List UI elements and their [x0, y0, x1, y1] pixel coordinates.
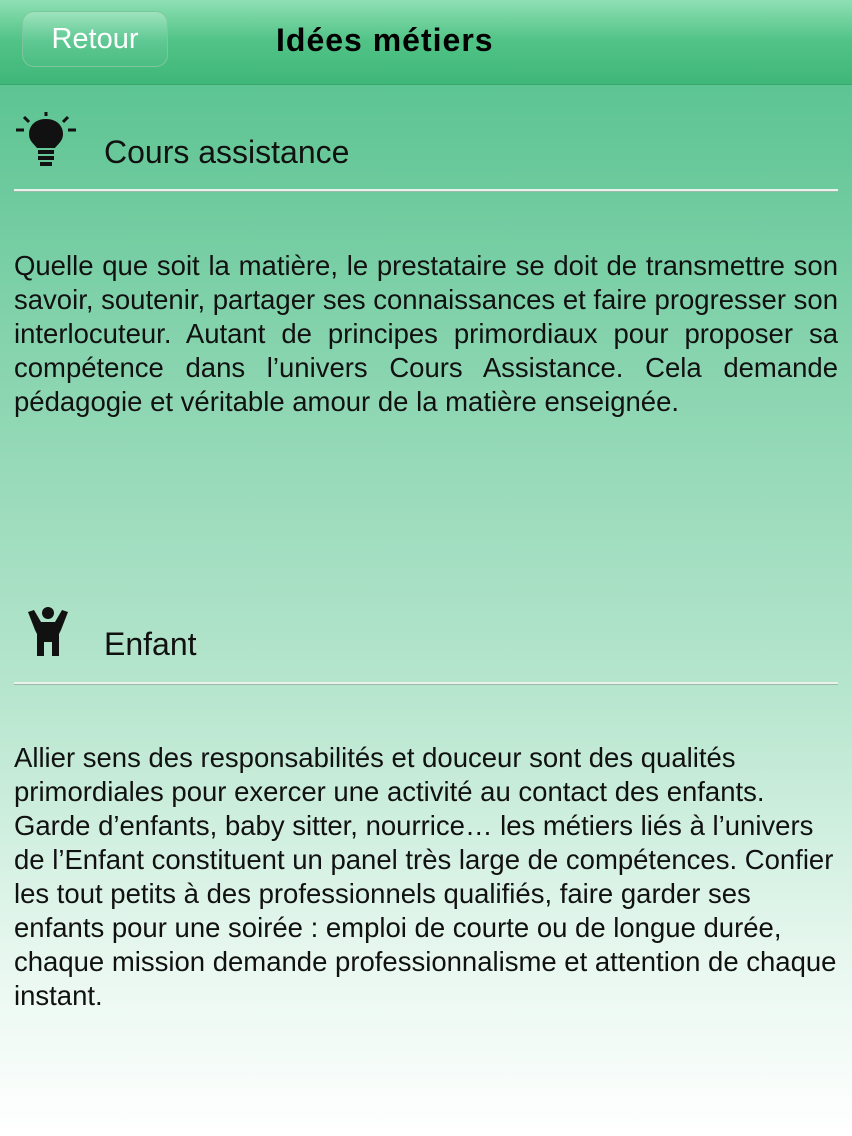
- section-title: Cours assistance: [104, 134, 350, 170]
- child-icon: [14, 606, 86, 666]
- section-description: Quelle que soit la matière, le prestataire se doit de transmettre son savoir, soutenir, partager ses connaissances et faire progresser son interlocuteur. Autant de principes primordiaux pour proposer sa compétence dans l’univers Cours Assistance. Cela demande pédagogie et véritable amour de la matière enseignée.: [14, 250, 838, 417]
- lightbulb-icon: [14, 112, 86, 172]
- section-title: Enfant: [104, 626, 197, 662]
- page-title: Idées métiers: [276, 22, 494, 58]
- section-header-cours-assistance: [14, 108, 838, 188]
- section-description: Allier sens des responsabilités et douceur sont des qualités primordiales pour exercer une activité au contact des enfants. Garde d’enfants, baby sitter, nourrice… les métiers liés à l’univers de l’Enfant constituent un panel très large de compétences. Confier les tout petits à des professionnels qualifiés, faire garder ses enfants pour une soirée : emploi de courte ou de longue durée, chaque mission demande professionnalisme et attention de chaque instant.: [14, 742, 837, 1011]
- navigation-bar: [0, 0, 852, 85]
- section-divider: [14, 189, 838, 192]
- back-button[interactable]: Retour: [22, 11, 168, 67]
- section-divider: [14, 682, 838, 685]
- section-header-enfant: [14, 600, 838, 680]
